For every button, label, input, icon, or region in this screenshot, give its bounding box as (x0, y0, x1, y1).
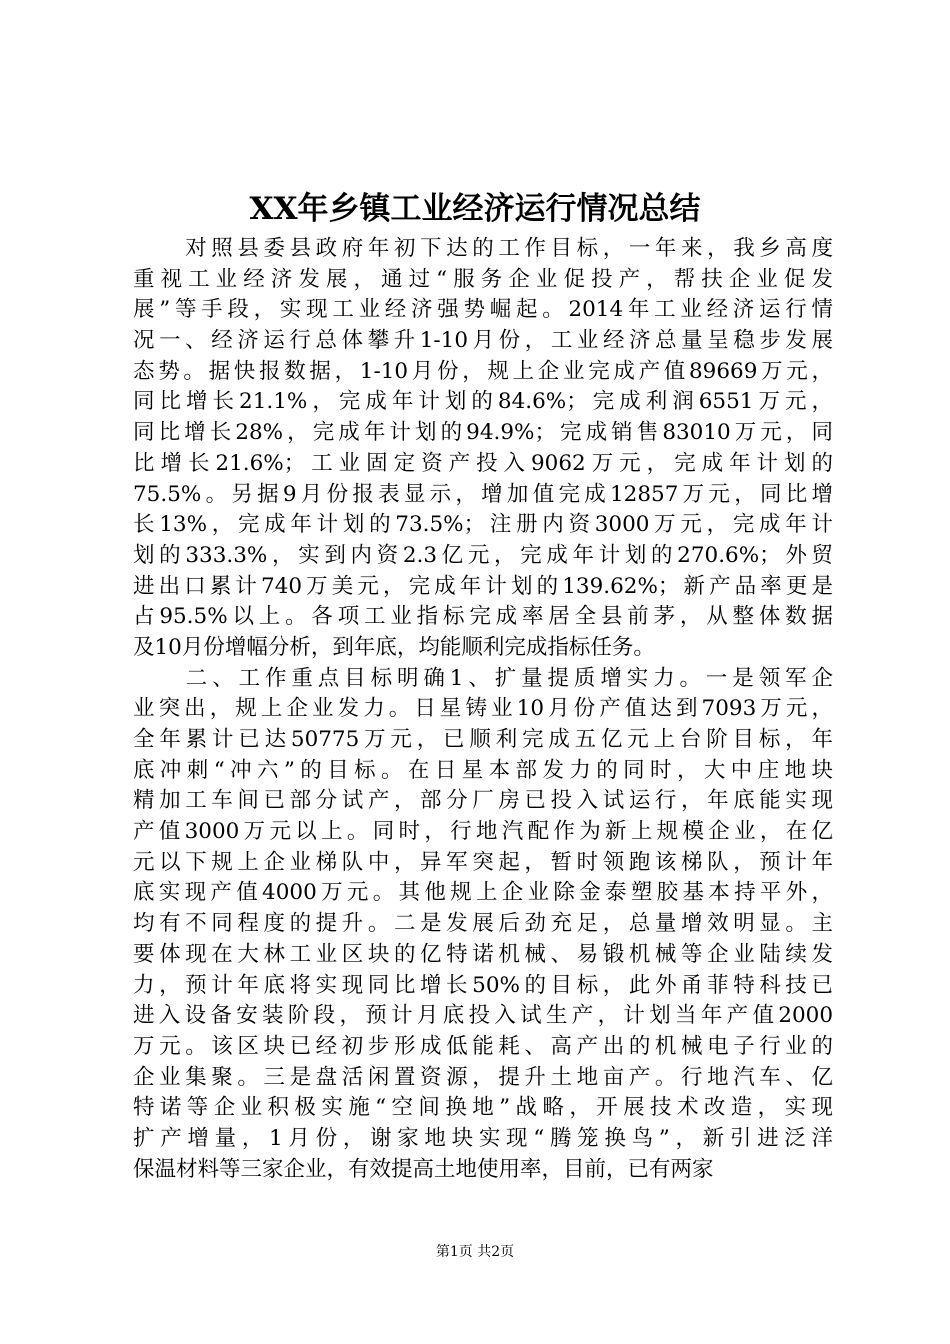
text-line: 比增长21.6%；工业固定资产投入9062万元，完成年计划的 (133, 450, 833, 476)
text-line: 对照县委县政府年初下达的工作目标，一年来，我乡高度 (133, 236, 833, 261)
text-line: 进入设备安装阶段，预计月底投入试生产，计划当年产值2000 (133, 1003, 833, 1029)
text-line: 产值3000万元以上。同时，行地汽配作为新上规模企业，在亿 (133, 819, 833, 845)
text-line: 况一、经济运行总体攀升1-10月份，工业经济总量呈稳步发展 (133, 328, 833, 354)
text-line: 业突出，规上企业发力。日星铸业10月份产值达到7093万元， (133, 696, 833, 722)
text-line: 同比增长28%，完成年计划的94.9%；完成销售83010万元，同 (133, 420, 833, 446)
text-line: 扩产增量，1月份，谢家地块实现“腾笼换鸟”，新引进泛洋 (133, 1125, 833, 1151)
document-title: XX年乡镇工业经济运行情况总结 (249, 191, 701, 227)
text-line: 底冲刺“冲六”的目标。在日星本部发力的同时，大中庄地块 (133, 757, 833, 783)
text-line: 及10月份增幅分析，到年底，均能顺利完成指标任务。 (133, 634, 655, 660)
text-line: 重视工业经济发展，通过“服务企业促投产，帮扶企业促发 (133, 266, 833, 292)
document-body (133, 234, 833, 1185)
text-line: 同比增长21.1%，完成年计划的84.6%；完成利润6551万元， (133, 389, 833, 415)
text-line: 力，预计年底将实现同比增长50%的目标，此外甬菲特科技已 (133, 972, 833, 998)
text-line: 划的333.3%，实到内资2.3亿元，完成年计划的270.6%；外贸 (133, 542, 833, 568)
text-line: 要体现在大林工业区块的亿特诺机械、易锻机械等企业陆续发 (133, 941, 833, 967)
text-line: 二、工作重点目标明确1、扩量提质增实力。一是领军企 (133, 665, 833, 691)
text-line: 均有不同程度的提升。二是发展后劲充足，总量增效明显。主 (133, 911, 833, 937)
page-footer: 第1页 共2页 (435, 1244, 515, 1260)
text-line: 展”等手段，实现工业经济强势崛起。2014年工业经济运行情 (133, 297, 833, 323)
text-line: 全年累计已达50775万元，已顺利完成五亿元上台阶目标，年 (133, 727, 833, 752)
text-line: 万元。该区块已经初步形成低能耗、高产出的机械电子行业的 (133, 1033, 833, 1059)
text-line: 态势。据快报数据，1-10月份，规上企业完成产值89669万元， (133, 358, 833, 384)
text-line: 进出口累计740万美元，完成年计划的139.62%；新产品率更是 (133, 573, 833, 599)
text-line: 占95.5%以上。各项工业指标完成率居全县前茅，从整体数据 (133, 604, 833, 630)
text-line: 底实现产值4000万元。其他规上企业除金泰塑胶基本持平外， (133, 880, 833, 906)
text-line: 元以下规上企业梯队中，异军突起，暂时领跑该梯队，预计年 (133, 849, 833, 875)
text-line: 企业集聚。三是盘活闲置资源，提升土地亩产。行地汽车、亿 (133, 1064, 833, 1090)
text-line: 保温材料等三家企业，有效提高土地使用率，目前，已有两家 (133, 1156, 714, 1182)
text-line: 长13%，完成年计划的73.5%；注册内资3000万元，完成年计 (133, 512, 833, 538)
text-line: 75.5%。另据9月份报表显示，增加值完成12857万元，同比增 (133, 481, 833, 507)
text-line: 精加工车间已部分试产，部分厂房已投入试运行，年底能实现 (133, 788, 833, 814)
text-line: 特诺等企业积极实施“空间换地”战略，开展技术改造，实现 (133, 1095, 833, 1121)
